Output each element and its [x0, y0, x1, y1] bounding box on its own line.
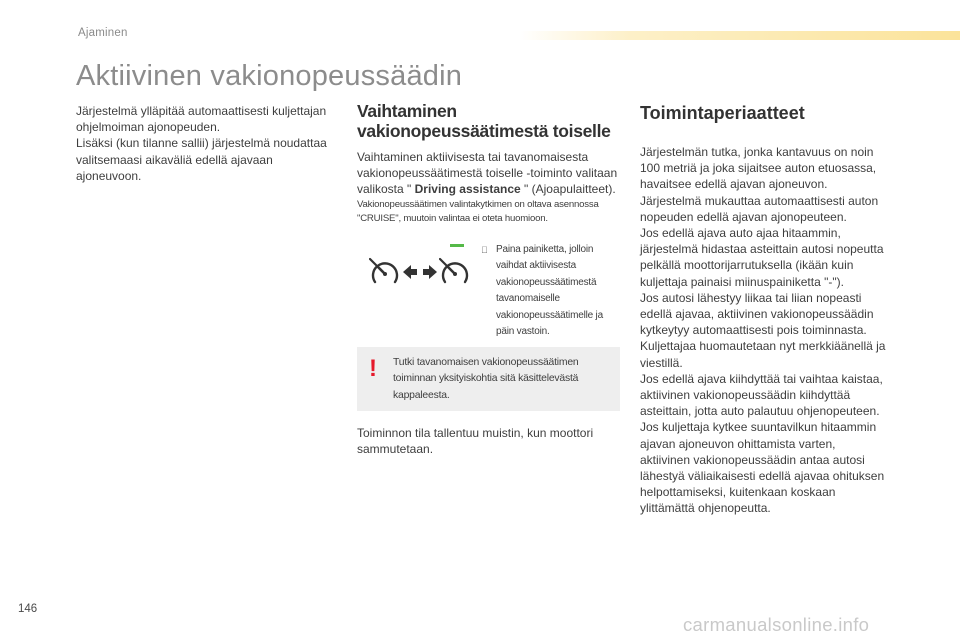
principles-line: helpottamiseksi, kuitenkaan koskaan [640, 485, 836, 500]
switch-instruction [481, 242, 621, 341]
warning-box [357, 347, 620, 411]
cruise-control-icon [369, 256, 401, 288]
switch-arrows-icon [403, 263, 437, 281]
watermark: carmanualsonline.info [683, 614, 870, 635]
intro-paragraph-1: Järjestelmä ylläpitää automaattisesti kuljettajan ohjelmoiman ajonopeuden. [76, 104, 327, 135]
switching-heading-line-1: Vaihtaminen [357, 101, 457, 121]
driving-assistance-label: Driving assistance [414, 182, 521, 197]
principles-line: kytkeytyy automaattisesti pois toiminnasta. [640, 323, 867, 338]
section-label: Ajaminen [78, 27, 128, 39]
bullet-mark [481, 242, 488, 259]
principles-line: ajavan ajoneuvon ohittamista varten, [640, 436, 836, 451]
intro-paragraph-2: Lisäksi (kun tilanne sallii) järjestelmä noudattaa valitsemaasi aikaväliä edellä ajavaan ajoneuvoon. [76, 136, 327, 183]
switching-heading-line-2: vakionopeussäätimestä toiselle [357, 121, 611, 141]
column-intro [76, 103, 338, 184]
switch-instruction-text: Paina painiketta, jolloin vaihdat aktiivisesta vakionopeussäätimestä tavanomaiselle vakionopeussäätimelle ja päin vastoin. [496, 243, 603, 338]
principles-line: Jos autosi lähestyy liikaa tai liian nopeasti [640, 290, 862, 305]
column-switching [357, 101, 622, 457]
principles-line: kuljettaja painaisi miinuspainiketta "-"). [640, 274, 844, 289]
switching-body-pre: Vaihtaminen aktiivisesta tai tavanomaisesta vakionopeussäätimestä toiselle -toiminto valitaan valikosta " [357, 150, 618, 197]
principles-line: 100 metriä ja joka sijaitsee auton etuosassa, [640, 161, 877, 176]
page-title: Aktiivinen vakionopeussäädin [76, 60, 463, 92]
principles-heading: Toimintaperiaatteet [640, 103, 805, 123]
principles-line: edellä ajavaa, aktiivinen vakionopeussäädin [640, 307, 874, 322]
column-operating-principles [640, 101, 905, 517]
principles-line: havaitsee edellä ajavan ajoneuvon. [640, 177, 828, 192]
principles-line: ylittämättä ohjenopeutta. [640, 501, 771, 516]
principles-line: Jos edellä ajava kiihdyttää tai vaihtaa kaistaa, [640, 371, 883, 386]
cruise-note: Vakionopeussäätimen valintakytkimen on oltava asennossa "CRUISE", muutoin valintaa ei oteta huomioon. [357, 198, 599, 224]
principles-line: Järjestelmä mukauttaa automaattisesti auton [640, 193, 879, 208]
warning-text: Tutki tavanomaisen vakionopeussäätimen toiminnan yksityiskohtia sitä käsittelevästä kappaleesta. [393, 356, 579, 401]
principles-line: aktiivinen vakionopeussäädin kiihdyttää [640, 388, 851, 403]
warning-exclamation-icon: ! [369, 354, 377, 382]
principles-line: aktiivinen vakionopeussäädin antaa autosi [640, 452, 865, 467]
active-indicator-dash [450, 244, 464, 247]
principles-line: Jos edellä ajava auto ajaa hitaammin, [640, 226, 841, 241]
header-color-bar [520, 31, 960, 40]
principles-line: Jos kuljettaja kytkee suuntavilkun hitaammin [640, 420, 877, 435]
adaptive-cruise-control-icon [439, 256, 471, 288]
principles-line: Järjestelmän tutka, jonka kantavuus on noin [640, 145, 874, 159]
page-number: 146 [18, 603, 38, 615]
principles-line: lähestyä väliaikaisesti edellä ajavaa ohituksen [640, 469, 885, 484]
switching-heading [357, 101, 622, 141]
principles-line: nopeuden edellä ajavan ajonopeuteen. [640, 209, 847, 224]
principles-line: järjestelmä hidastaa asteittain autosi nopeutta [640, 242, 884, 257]
principles-line: pelkällä moottorijarrutuksella (ikään kuin [640, 258, 854, 273]
switching-body [357, 149, 622, 198]
memory-note: Toiminnon tila tallentuu muistin, kun moottori sammutetaan. [357, 425, 594, 456]
principles-line: viestillä. [640, 355, 683, 370]
cruise-switch-illustration [363, 242, 475, 294]
principles-line: Kuljettajaa huomautetaan nyt merkkiäänellä ja [640, 339, 886, 354]
switching-body-post: " (Ajoapulaitteet). [520, 182, 616, 197]
switch-illustration-row [357, 242, 622, 342]
principles-line: asteittain, jotta auto palautuu ohjenopeuteen. [640, 404, 880, 419]
principles-body [640, 144, 905, 517]
